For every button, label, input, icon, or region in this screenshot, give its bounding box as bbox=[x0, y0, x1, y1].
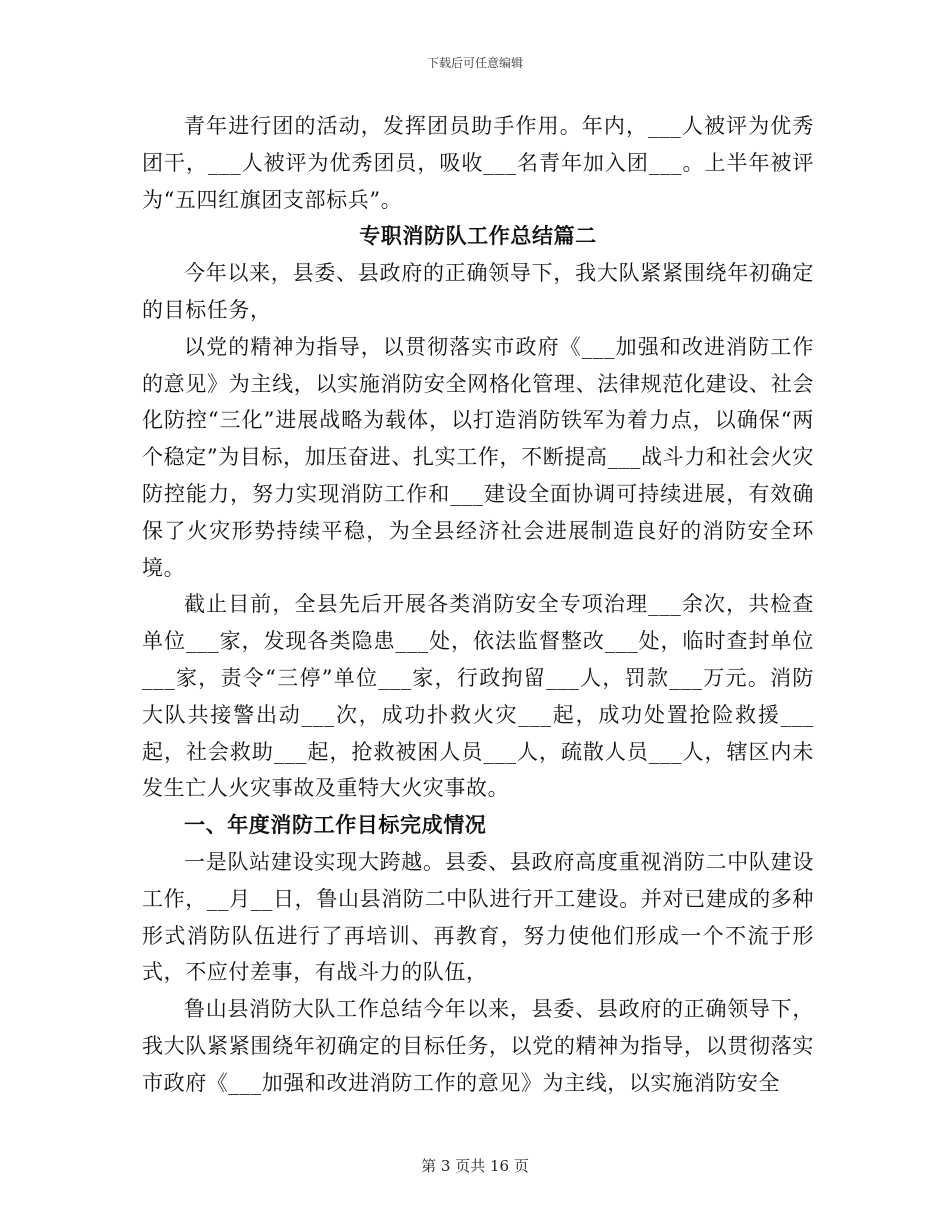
page-header: 下载后可任意编辑 bbox=[426, 56, 523, 70]
paragraph-5: 一是队站建设实现大跨越。县委、县政府高度重视消防二中队建设工作，__月__日，鲁山县消防二中队进行开工建设。并对已建成的多种形式消防队伍进行了再培训、再教育，努力使他们形成一个不流于形式，不应付差事，有战斗力的队伍， bbox=[142, 849, 814, 985]
paragraph-6: 鲁山县消防大队工作总结今年以来，县委、县政府的正确领导下，我大队紧紧围绕年初确定的目标任务，以党的精神为指导，以贯彻落实市政府《___加强和改进消防工作的意见》为主线，以实施消防安全 bbox=[142, 997, 814, 1095]
paragraph-2: 今年以来，县委、县政府的正确领导下，我大队紧紧围绕年初确定的目标任务， bbox=[142, 261, 814, 322]
section-title: 专职消防队工作总结篇二 bbox=[359, 223, 597, 249]
paragraph-4: 截止目前，全县先后开展各类消防安全专项治理___余次，共检查单位___家，发现各类隐患___处，依法监督整改___处，临时查封单位___家，责令“三停”单位___家，行政拘留___人，罚款___万元。消防大队共接警出动___次，成功扑救火灾___起，成功处置抢险救援___起，社会救助___起，抢救被困人员___人，疏散人员___人，辖区内未发生亡人火灾事故及重特大火灾事故。 bbox=[142, 592, 814, 801]
document-body bbox=[142, 108, 814, 1102]
page-footer: 第 3 页共 16 页 bbox=[421, 1157, 529, 1175]
sub-heading: 一、年度消防工作目标完成情况 bbox=[184, 812, 487, 838]
paragraph-1: 青年进行团的活动，发挥团员助手作用。年内，___人被评为优秀团干，___人被评为优秀团员，吸收___名青年加入团___。上半年被评为“五四红旗团支部标兵”。 bbox=[142, 114, 814, 212]
paragraph-3: 以党的精神为指导，以贯彻落实市政府《___加强和改进消防工作的意见》为主线，以实施消防安全网格化管理、法律规范化建设、社会化防控“三化”进展战略为载体，以打造消防铁军为着力点，以确保“两个稳定”为目标，加压奋进、扎实工作，不断提高___战斗力和社会火灾防控能力，努力实现消防工作和___建设全面协调可持续进展，有效确保了火灾形势持续平稳，为全县经济社会进展制造良好的消防安全环境。 bbox=[142, 334, 814, 580]
